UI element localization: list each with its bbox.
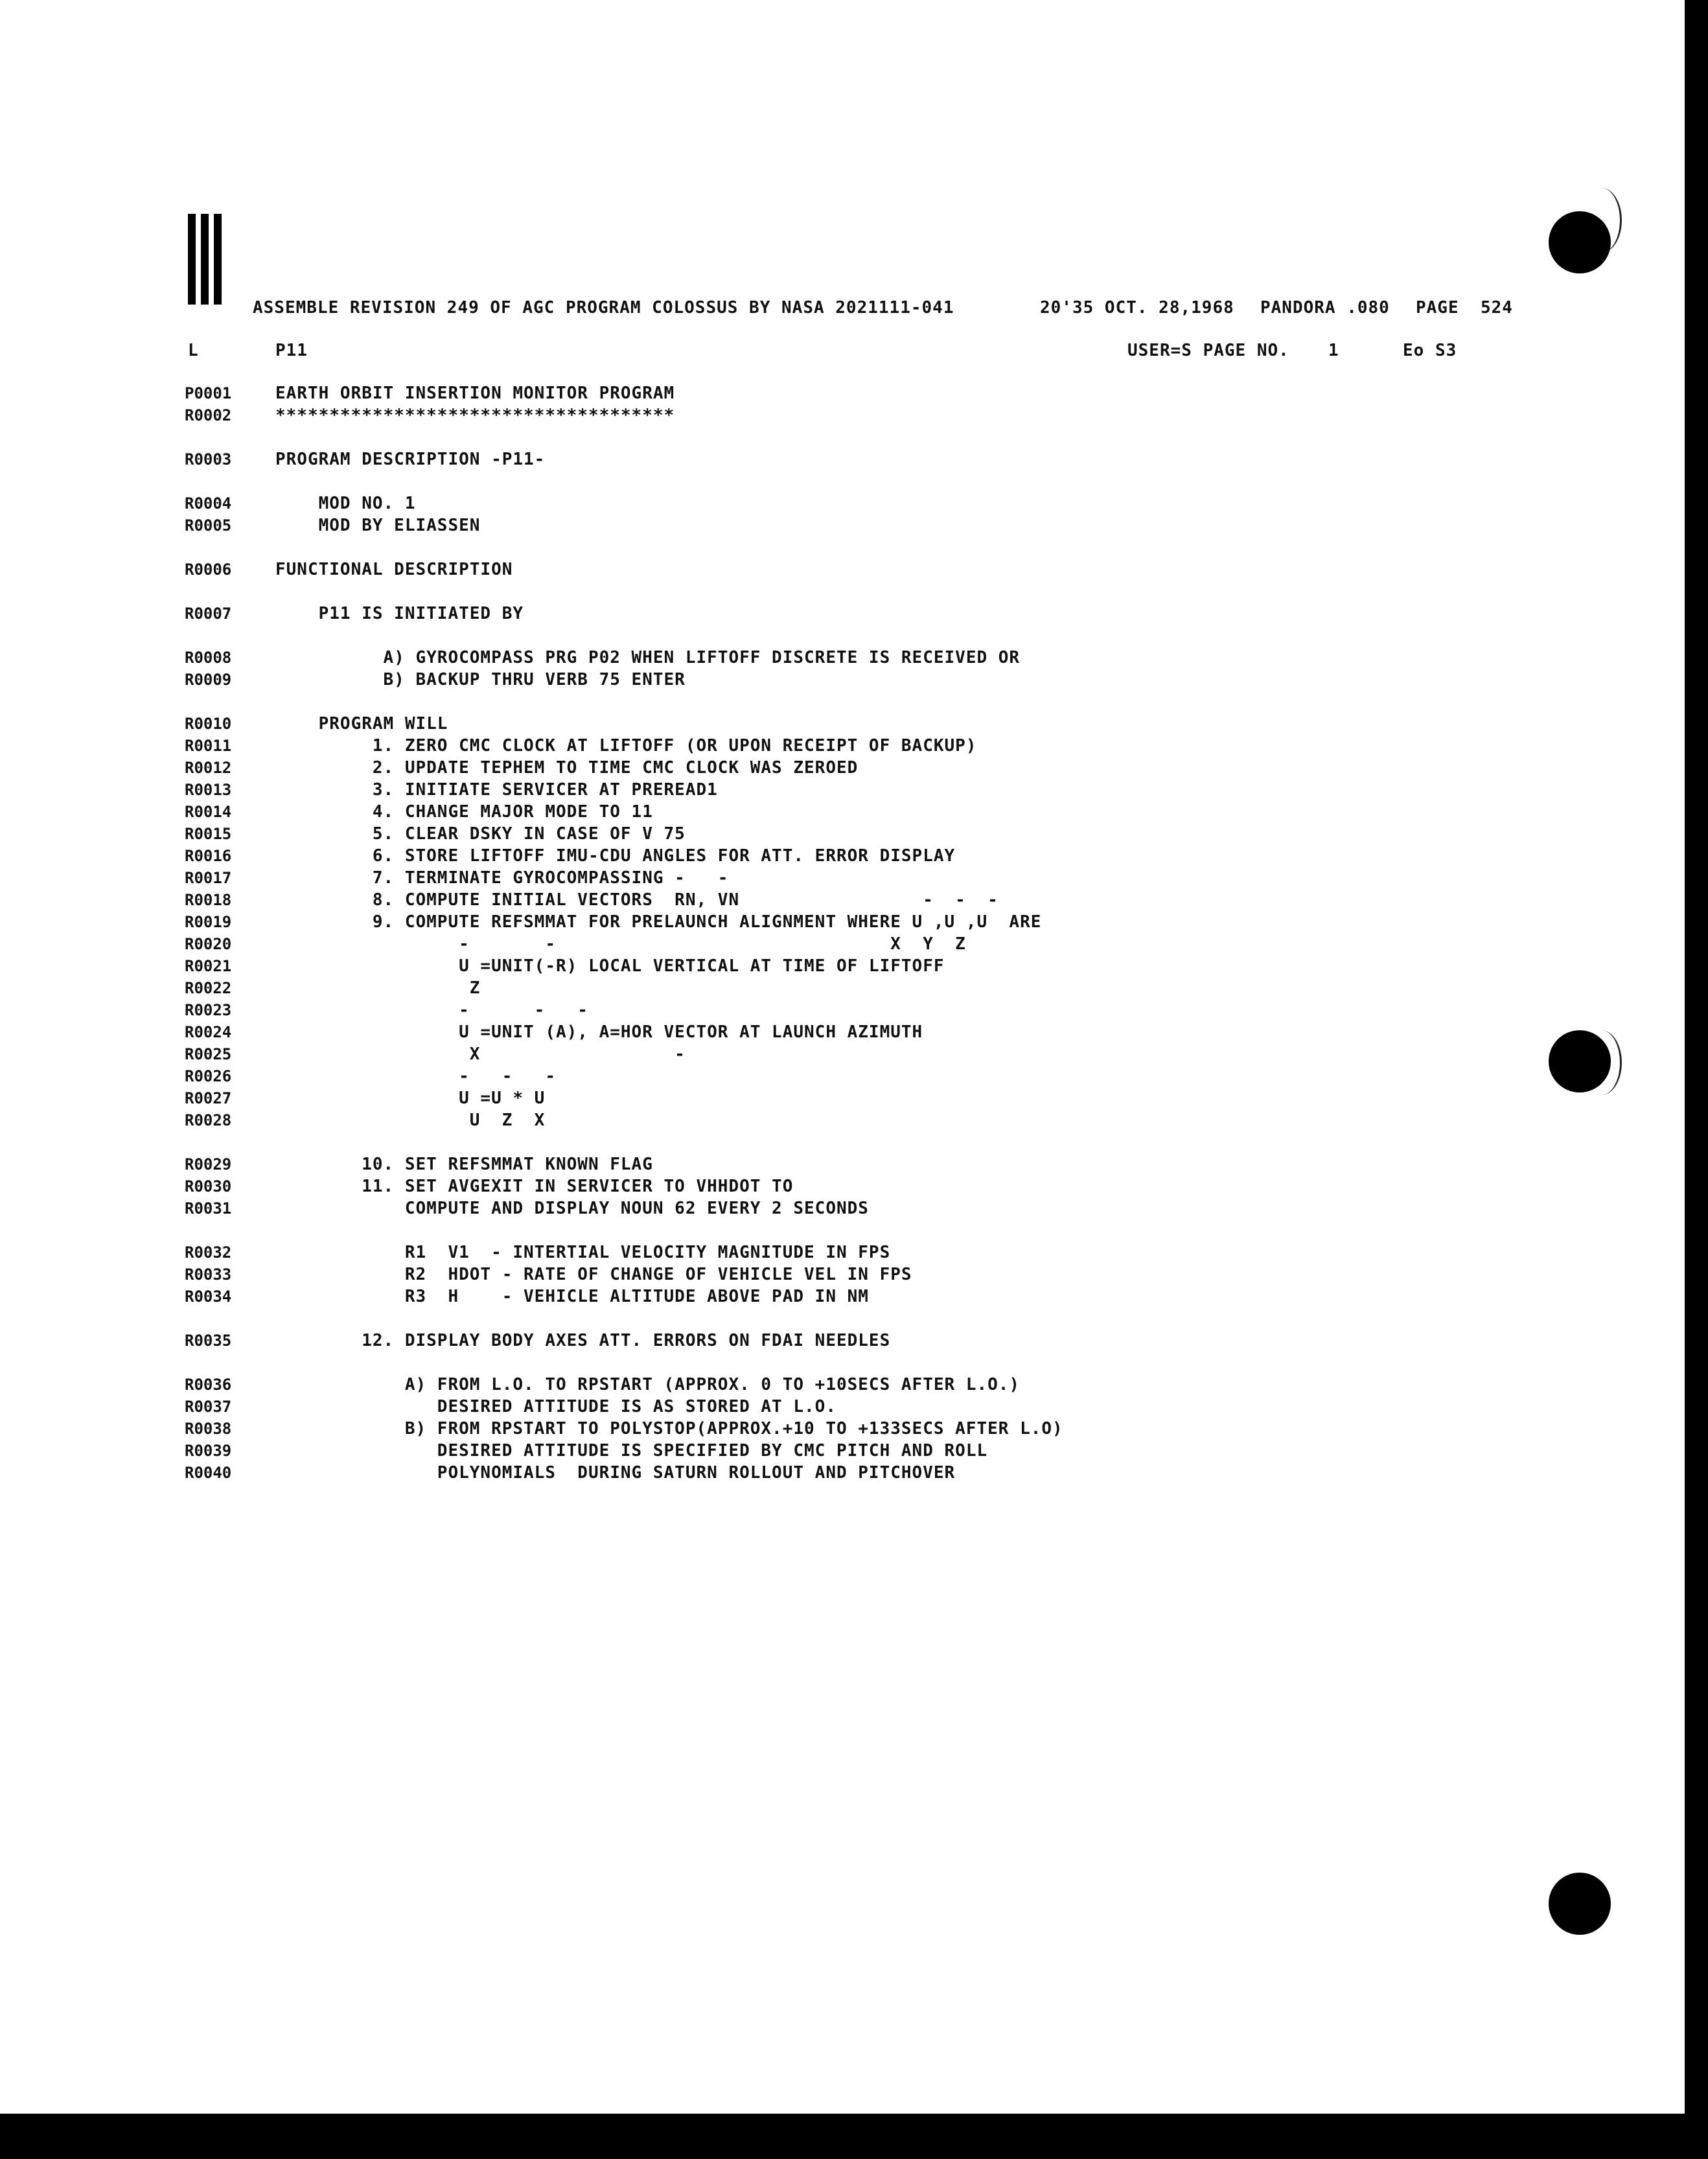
listing-line: B) FROM RPSTART TO POLYSTOP(APPROX.+10 TO +133SECS AFTER L.O) [275, 1419, 1063, 1438]
line-number: P0001 [185, 384, 232, 402]
listing-line: - - - [275, 1067, 556, 1086]
line-number: R0013 [185, 781, 232, 799]
scan-edge [0, 2114, 1708, 2159]
line-number: R0033 [185, 1265, 232, 1284]
listing-line: 9. COMPUTE REFSMMAT FOR PRELAUNCH ALIGNMENT WHERE U ,U ,U ARE [275, 912, 1042, 932]
line-number: R0019 [185, 913, 232, 931]
line-number: R0030 [185, 1177, 232, 1195]
line-number: R0024 [185, 1023, 232, 1041]
line-number: R0035 [185, 1332, 232, 1350]
assembly-header: ASSEMBLE REVISION 249 OF AGC PROGRAM COLOSSUS BY NASA 2021111-041 [253, 298, 954, 318]
listing-line: A) GYROCOMPASS PRG P02 WHEN LIFTOFF DISCRETE IS RECEIVED OR [275, 648, 1021, 667]
line-number: R0016 [185, 847, 232, 865]
header-pandora: PANDORA .080 [1260, 298, 1390, 318]
line-number: R0029 [185, 1155, 232, 1173]
listing-line: 7. TERMINATE GYROCOMPASSING - - [275, 868, 729, 888]
listing-line: ************************************* [275, 406, 675, 425]
listing-line: EARTH ORBIT INSERTION MONITOR PROGRAM [275, 384, 675, 403]
line-number: R0007 [185, 605, 232, 623]
line-number: R0032 [185, 1243, 232, 1262]
listing-line: FUNCTIONAL DESCRIPTION [275, 560, 513, 579]
listing-line: 8. COMPUTE INITIAL VECTORS RN, VN - - - [275, 890, 998, 910]
line-number: R0004 [185, 494, 232, 513]
header-page-number: 524 [1481, 298, 1513, 318]
line-number: R0003 [185, 450, 232, 468]
listing-line: R2 HDOT - RATE OF CHANGE OF VEHICLE VEL IN FPS [275, 1265, 912, 1284]
line-number: R0002 [185, 406, 232, 424]
listing-line: - - - [275, 1000, 588, 1020]
line-number: R0040 [185, 1464, 232, 1482]
listing-line: R1 V1 - INTERTIAL VELOCITY MAGNITUDE IN FPS [275, 1243, 891, 1262]
listing-line: 3. INITIATE SERVICER AT PREREAD1 [275, 780, 718, 800]
line-number: R0010 [185, 715, 232, 733]
listing-line: PROGRAM WILL [275, 714, 448, 733]
listing-line: POLYNOMIALS DURING SATURN ROLLOUT AND PITCHOVER [275, 1463, 956, 1483]
listing-line: U =U * U [275, 1089, 546, 1108]
listing-line: PROGRAM DESCRIPTION -P11- [275, 450, 546, 469]
listing-line: A) FROM L.O. TO RPSTART (APPROX. 0 TO +10SECS AFTER L.O.) [275, 1375, 1021, 1394]
line-number: R0006 [185, 560, 232, 579]
listing-line: 4. CHANGE MAJOR MODE TO 11 [275, 802, 653, 822]
listing-line: COMPUTE AND DISPLAY NOUN 62 EVERY 2 SECONDS [275, 1199, 869, 1218]
line-number: R0014 [185, 803, 232, 821]
user-page-number: 1 [1328, 341, 1339, 360]
line-number: R0025 [185, 1045, 232, 1063]
listing-line: 10. SET REFSMMAT KNOWN FLAG [275, 1155, 653, 1174]
line-number: R0027 [185, 1089, 232, 1107]
line-number: R0017 [185, 869, 232, 887]
header-datetime: 20'35 OCT. 28,1968 [1040, 298, 1234, 318]
listing-line: 6. STORE LIFTOFF IMU-CDU ANGLES FOR ATT. ERROR DISPLAY [275, 846, 956, 866]
listing-line: U Z X [275, 1111, 546, 1130]
listing-line: 5. CLEAR DSKY IN CASE OF V 75 [275, 824, 686, 844]
line-number: R0037 [185, 1398, 232, 1416]
line-number: R0015 [185, 825, 232, 843]
listing-line: Z [275, 978, 481, 998]
listing-line: U =UNIT(-R) LOCAL VERTICAL AT TIME OF LIFTOFF [275, 956, 945, 976]
listing-line: 1. ZERO CMC CLOCK AT LIFTOFF (OR UPON RECEIPT OF BACKUP) [275, 736, 977, 756]
listing-line: 12. DISPLAY BODY AXES ATT. ERRORS ON FDAI NEEDLES [275, 1331, 891, 1350]
listing-line: 11. SET AVGEXIT IN SERVICER TO VHHDOT TO [275, 1177, 794, 1196]
line-number: R0034 [185, 1287, 232, 1306]
line-number: R0028 [185, 1111, 232, 1129]
line-number: R0005 [185, 516, 232, 535]
line-number: R0031 [185, 1199, 232, 1218]
line-number: R0022 [185, 979, 232, 997]
punch-hole [1549, 1873, 1611, 1935]
line-number: R0038 [185, 1420, 232, 1438]
line-number: R0023 [185, 1001, 232, 1019]
scan-edge [1685, 0, 1708, 2159]
punch-hole-arc [1581, 188, 1622, 253]
eo-code: Eo S3 [1403, 341, 1457, 360]
listing-line: - - X Y Z [275, 934, 966, 954]
listing-line: MOD BY ELIASSEN [275, 516, 481, 535]
listing-line: B) BACKUP THRU VERB 75 ENTER [275, 670, 686, 689]
line-number: R0026 [185, 1067, 232, 1085]
listing-line: MOD NO. 1 [275, 494, 416, 513]
listing-line: R3 H - VEHICLE ALTITUDE ABOVE PAD IN NM [275, 1287, 869, 1306]
listing-line: X - [275, 1045, 686, 1064]
program-label: P11 [275, 341, 308, 360]
line-number: R0036 [185, 1376, 232, 1394]
listing-line: P11 IS INITIATED BY [275, 604, 524, 623]
line-number: R0020 [185, 935, 232, 953]
line-number: R0011 [185, 737, 232, 755]
line-number: R0012 [185, 759, 232, 777]
listing-line: DESIRED ATTITUDE IS AS STORED AT L.O. [275, 1397, 837, 1416]
listing-line: 2. UPDATE TEPHEM TO TIME CMC CLOCK WAS ZEROED [275, 758, 859, 778]
listing-line: U =UNIT (A), A=HOR VECTOR AT LAUNCH AZIMUTH [275, 1022, 923, 1042]
line-number: R0008 [185, 649, 232, 667]
line-marker: L [188, 341, 199, 360]
header-page-label: PAGE [1416, 298, 1459, 318]
binder-mark [188, 214, 233, 305]
user-page-label: USER=S PAGE NO. [1127, 341, 1289, 360]
listing-line: DESIRED ATTITUDE IS SPECIFIED BY CMC PITCH AND ROLL [275, 1441, 988, 1460]
line-number: R0018 [185, 891, 232, 909]
line-number: R0021 [185, 957, 232, 975]
line-number: R0009 [185, 671, 232, 689]
punch-hole-arc [1581, 1030, 1622, 1095]
line-number: R0039 [185, 1442, 232, 1460]
